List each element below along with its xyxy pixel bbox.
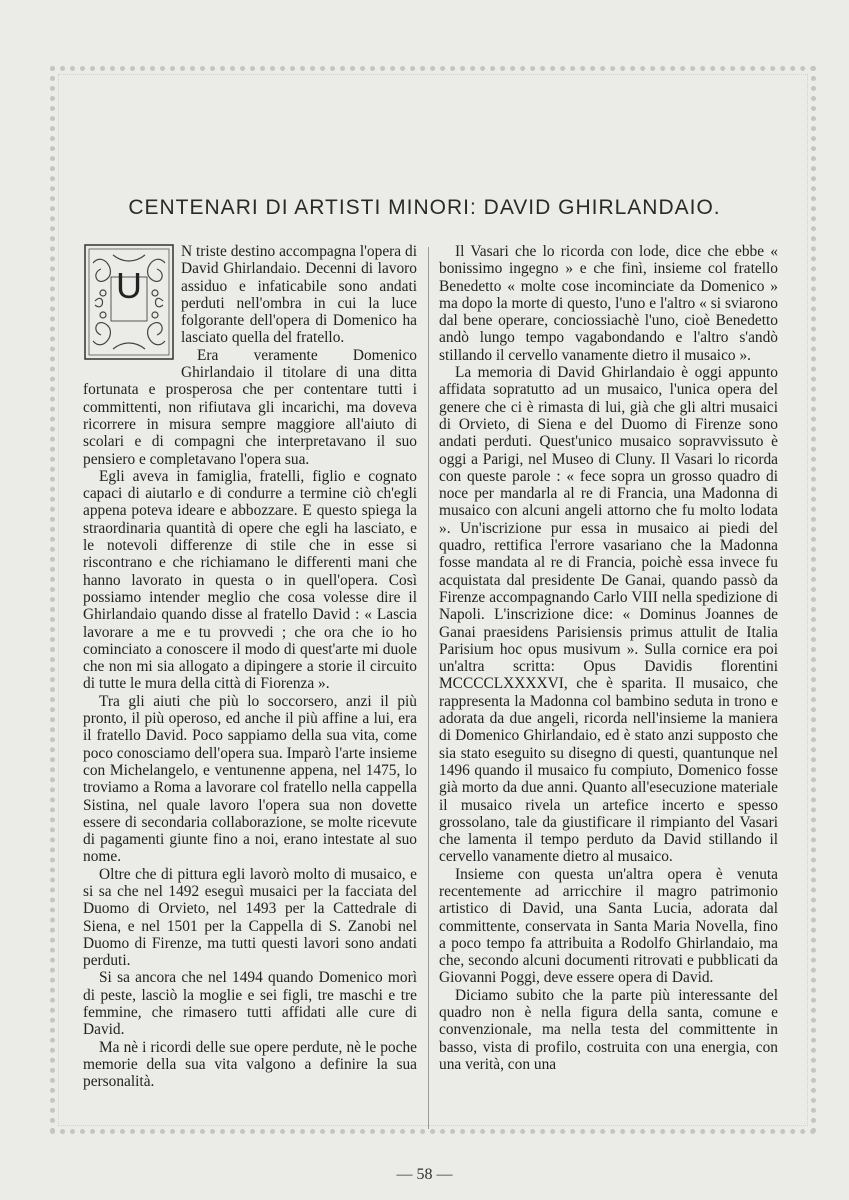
paragraph: Diciamo subito che la parte più interessante del quadro non è nella figura della santa, comune e convenzionale, ma nella testa del committente in basso, vista di profilo, costruita con una energia, con una verità, con una [439,986,778,1073]
article-title: CENTENARI DI ARTISTI MINORI: DAVID GHIRLANDAIO. [128,196,721,219]
column-divider [428,247,429,1129]
paragraph: N triste destino accompagna l'opera di David Ghirlandaio. Decenni di lavoro assiduo e infaticabile sono andati perduti nell'ombra in cui la luce folgorante dell'opera di Domenico ha lasciato quella del fratello. [181,243,417,347]
paragraph: La memoria di David Ghirlandaio è oggi appunto affidata sopratutto ad un musaico, l'unica opera del genere che ci è rimasta di lui, già che gli altri musaici di Orvieto, di Siena e del Duomo di Firenze sono andati perduti. Quest'unico musaico sopravvissuto è oggi a Parigi, nel Museo di Cluny. Il Vasari lo ricorda con queste parole : « fece sopra un grosso quadro di noce per mandarla al re di Francia, una Madonna di musaico con alcuni angeli attorno che fu molto lodata ». Un'iscrizione pur essa in musaico ai piedi del quadro, rettifica l'errore vasariano che la Madonna fosse mandata al re di Francia, poichè essa invece fu acquistata dal presidente De Ganai, quando passò da Firenze accompagnando Carlo VIII nella spedizione di Napoli. L'inscrizione dice: « Dominus Joannes de Ganai praesidens Parisiensis primus attulit de Italia Parisium hoc opus musivum ». Sulla cornice era poi un'altra scritta: Opus Davidis florentini MCCCCLXXXXVI, che è sparita. Il musaico, che rappresenta la Madonna col bambino seduta in trono e adorata da due angeli, ricorda nell'insieme la maniera di Domenico Ghirlandaio, ed è stato anzi supposto che sia stato eseguito su disegno di questi, quantunque nel 1496 quando il musaico fu compiuto, Domenico fosse già morto da due anni. Quanto all'esecuzione materiale il musaico rivela un artefice incerto e spesso grossolano, tale da giustificare il rimpianto del Vasari che lamenta il tempo perduto da David stillando il cervello vanamente dietro al musaico. [439,364,778,866]
paragraph: Oltre che di pittura egli lavorò molto di musaico, e si sa che nel 1492 eseguì musaici per la facciata del Duomo di Orvieto, nel 1493 per la Cattedrale di Siena, e nel 1501 per la Cappella di S. Zanobi nel Duomo di Firenze, ma tutti questi lavori sono andati perduti. [83,865,417,970]
paragraph: Ma nè i ricordi delle sue opere perdute, nè le poche memorie della sua vita valgono a definire la sua personalità. [83,1038,417,1091]
paragraph: Egli aveva in famiglia, fratelli, figlio e cognato capaci di aiutarlo e di condurre a termine ciò ch'egli appena poteva ideare e abbozzare. E questo spiega la straordinaria quantità di opere che egli ha lasciato, e le notevoli differenze di stile che in esse si riscontrano e che richiamano le differenti mani che hanno lavorato in questa o in quell'opera. Così possiamo intender meglio che cosa volesse dire il Ghirlandaio quando disse al fratello David : « Lascia lavorare a me e tu provvedi ; che ora che io ho cominciato a conoscere il modo di quest'arte mi duole che non mi sia allogato a dipingere a storie il circuito di tutte le mura della città di Fiorenza ». [83,467,417,693]
paragraph: Si sa ancora che nel 1494 quando Domenico morì di peste, lasciò la moglie e sei figli, tre maschi e tre femmine, che rimasero tutti affidati alle cure di David. [83,969,417,1039]
paragraph: Tra gli aiuti che più lo soccorsero, anzi il più pronto, il più operoso, ed anche il più affine a lui, era il fratello David. Poco sappiamo della sua vita, come poco conosciamo dell'opera sua. Imparò l'arte insieme con Michelangelo, e ventunenne appena, nel 1475, lo troviamo a Roma a lavorare col fratello nella cappella Sistina, nel quale lavoro l'opera sua non dovette essere di secondaria collaborazione, se molte ricevute di pagamenti giunte fino a noi, erano intestate al suo nome. [83,692,417,866]
left-column [83,243,417,1091]
right-column [439,243,778,1073]
page-number: — 58 — [396,1166,453,1183]
decorated-initial [83,243,175,361]
paragraph: Il Vasari che lo ricorda con lode, dice che ebbe « bonissimo ingegno » e che finì, insieme col fratello Benedetto « molte cose incominciate da Domenico » ma dopo la morte di questo, l'uno e l'altro « si sviarono dal bene operare, conciossiachè l'uno, cioè Benedetto andò lungo tempo vagabondando e l'altro s'andò stillando il cervello vanamente dietro il musaico ». [439,243,778,364]
paragraph: Era veramente Domenico Ghirlandaio il titolare di una ditta fortunata e prosperosa che per contentare tutti i committenti, non rifiutava gli incarichi, ma doveva ricorrere in misura sempre maggiore all'aiuto di scolari e di compagni che interpretavano il suo pensiero e completavano l'opera sua. [83,346,417,468]
dropcap-letter: U [116,265,142,306]
paragraph: Insieme con questa un'altra opera è venuta recentemente ad arricchire il magro patrimonio artistico di David, una Santa Lucia, adorata dal committente, conservata in Santa Maria Novella, fino a poco tempo fa attribuita a Rodolfo Ghirlandaio, ma che, secondo alcuni documenti ritrovati e pubblicati da Giovanni Poggi, deve essere opera di David. [439,865,778,987]
